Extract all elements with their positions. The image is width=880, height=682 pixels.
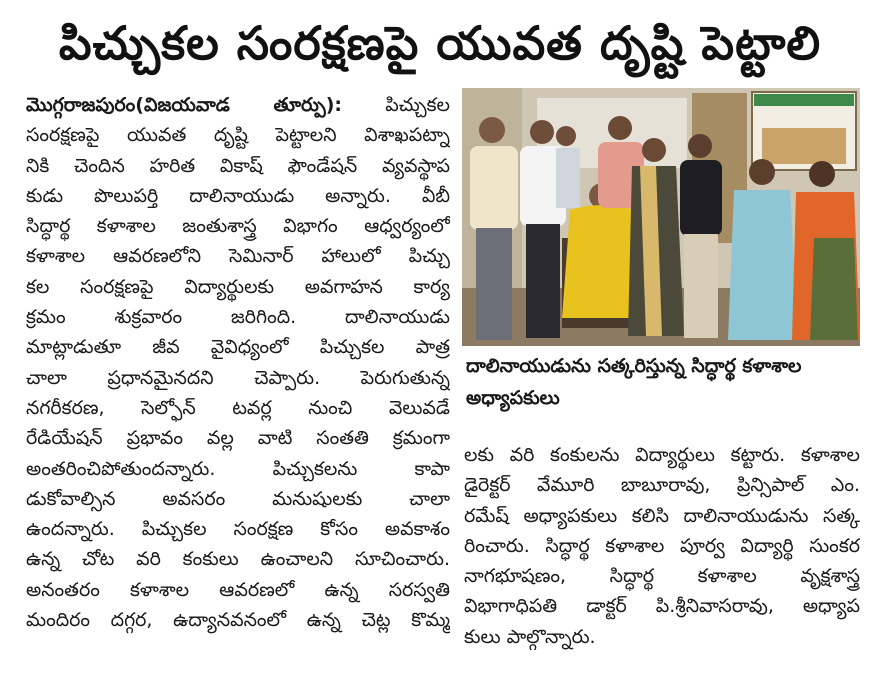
article-line: చాలా ప్రధానమైనదని చెప్పారు. పెరుగుతున్న xyxy=(26,366,450,389)
article-line: రేడియేషన్ ప్రభావం వల్ల వాటి సంతతి క్రమంగా xyxy=(26,427,450,450)
caption-line: అధ్యాపకులు xyxy=(466,387,560,409)
article-line: సంరక్షణపై యువత దృష్టి పెట్టాలని విశాఖపట్నా xyxy=(26,124,450,147)
headline: పిచ్చుకల సంరక్షణపై యువత దృష్టి పెట్టాలి xyxy=(58,16,822,70)
article-line xyxy=(26,90,450,120)
photo-person xyxy=(556,126,576,146)
article-line: రించారు. సిద్ధార్థ కళాశాల పూర్వ విద్యార్థి సుంకర xyxy=(464,534,860,557)
article-line: కుడు పొలుపర్తి దాలినాయుడు అన్నారు. వీబీ xyxy=(26,184,450,207)
article-line: ఉన్న చోట వరి కంకులు ఉంచాలని సూచించారు. xyxy=(26,548,450,571)
article-line-text: పిచ్చుకల xyxy=(385,94,450,116)
photo-person xyxy=(642,138,666,162)
photo-person-pants xyxy=(684,234,718,338)
article-line: కులు పాల్గొన్నారు. xyxy=(464,625,596,648)
photo-illustration xyxy=(462,88,860,346)
article-line: లకు వరి కంకులను విద్యార్థులు కట్టారు. కళాశాల xyxy=(464,444,860,466)
photo-person-pants xyxy=(476,228,512,340)
article-line: అనంతరం కళాశాల ఆవరణలో ఉన్న సరస్వతి xyxy=(26,578,450,601)
article-line: ఉందన్నారు. పిచ్చుకల సంరక్షణ కోసం అవకాశం xyxy=(26,518,450,541)
photo-person xyxy=(530,120,554,144)
photo-person-saree xyxy=(728,190,798,340)
photo-person-saree-detail xyxy=(810,238,858,340)
article-line: నగరీకరణ, సెల్ఫోన్ టవర్ల నుంచి వెలువడే xyxy=(26,396,450,419)
caption-line: దాలినాయుడును సత్కరిస్తున్న సిద్ధార్థ కళాశాల xyxy=(466,355,802,377)
article-line: మాట్లాడుతూ జీవ వైవిధ్యంలో పిచ్చుకల పాత్ర xyxy=(26,336,450,359)
article-line: కళాశాల ఆవరణలోని సెమినార్ హాలులో పిచ్చు xyxy=(26,245,450,268)
photo-person xyxy=(809,161,835,187)
article-line: మందిరం దగ్గర, ఉద్యానవనంలో ఉన్న చెట్ల కొమ్మ xyxy=(26,609,450,632)
photo-banner-strip xyxy=(754,94,854,106)
article-line: నాగభూషణం, సిద్ధార్థ కళాశాల వృక్షశాస్త్ర xyxy=(464,565,860,588)
article-column-left xyxy=(26,90,450,635)
article-line: సిద్ధార్థ కళాశాల జంతుశాస్త్ర విభాగం ఆధ్వర్యంలో xyxy=(26,215,450,238)
article-line: విభాగాధిపతి డాక్టర్ పి.శ్రీనివాసరావు, అధ్యాప xyxy=(464,595,860,618)
photo-person-shirt xyxy=(556,148,580,208)
article-line: డైరెక్టర్ వేమూరి బాబూరావు, ప్రిన్సిపాల్ ఎం. xyxy=(464,474,860,497)
article-column-right xyxy=(464,440,860,652)
article-line: నికి చెందిన హరిత వికాష్ ఫౌండేషన్ వ్యవస్థాప xyxy=(26,154,450,177)
photo-caption xyxy=(466,350,858,414)
article-line: రమేష్ అధ్యాపకులు కలిసి దాలినాయుడును సత్క xyxy=(464,504,860,527)
article-line: డుకోవాల్సిన అవసరం మనుషులకు చాలా xyxy=(26,487,450,510)
photo-person xyxy=(608,116,632,140)
article-line: క్రమం శుక్రవారం జరిగింది. దాలినాయుడు xyxy=(26,306,450,329)
photo-person xyxy=(479,117,505,143)
photo-banner-image xyxy=(762,128,846,164)
dateline: మొగ్గరాజపురం(విజయవాడ తూర్పు): xyxy=(26,94,343,116)
photo-person-pants xyxy=(526,224,560,338)
article-line: అంతరించిపోతుందన్నారు. పిచ్చుకలను కాపా xyxy=(26,457,450,480)
photo-person xyxy=(749,159,775,185)
article-line: కల సంరక్షణపై విద్యార్థులకు అవగాహన కార్య xyxy=(26,275,450,298)
photo-person xyxy=(688,134,712,158)
photo-person-shirt xyxy=(680,160,722,236)
news-photo xyxy=(462,88,860,346)
photo-person-shirt xyxy=(470,146,518,230)
